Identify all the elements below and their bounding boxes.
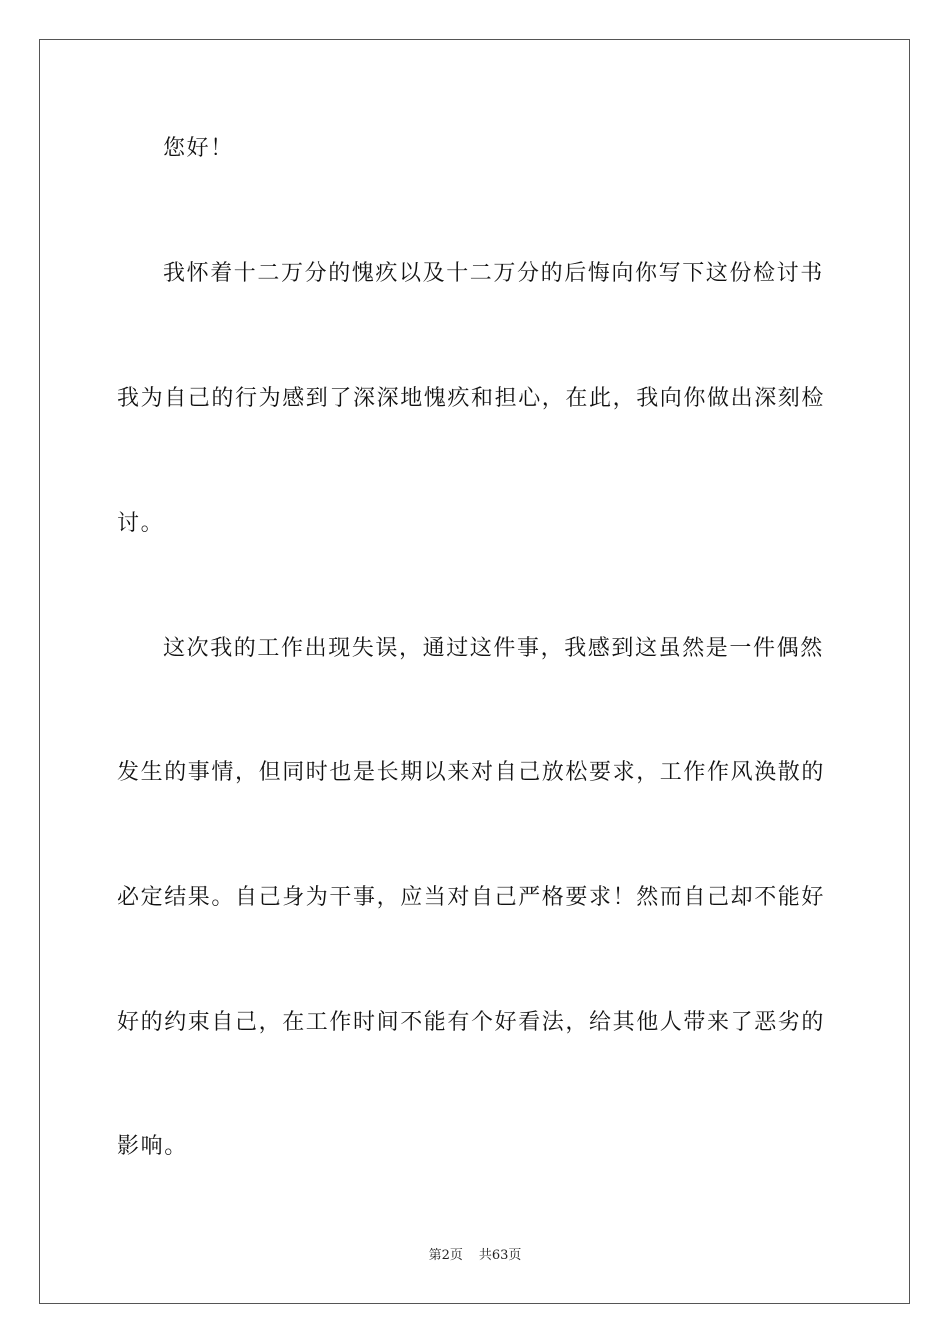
page-total: 共63页 [478,1248,522,1263]
page-footer [0,1247,950,1265]
body-line: 好的约束自己，在工作时间不能有个好看法，给其他人带来了恶劣的 [117,1010,826,1035]
page-border [39,39,910,1304]
body-line: 发生的事情，但同时也是长期以来对自己放松要求，工作作风涣散的 [117,760,826,785]
body-line: 我怀着十二万分的愧疚以及十二万分的后悔向你写下这份检讨书 [163,261,824,286]
body-line: 影响。 [117,1134,188,1159]
body-line: 必定结果。自己身为干事，应当对自己严格要求！然而自己却不能好 [117,885,826,910]
body-line: 我为自己的行为感到了深深地愧疚和担心，在此，我向你做出深刻检 [117,386,826,411]
body-line: 这次我的工作出现失误，通过这件事，我感到这虽然是一件偶然 [163,636,824,661]
greeting-text: 您好！ [163,136,234,161]
page-number: 第2页 [428,1248,463,1263]
body-line: 讨。 [117,511,165,536]
